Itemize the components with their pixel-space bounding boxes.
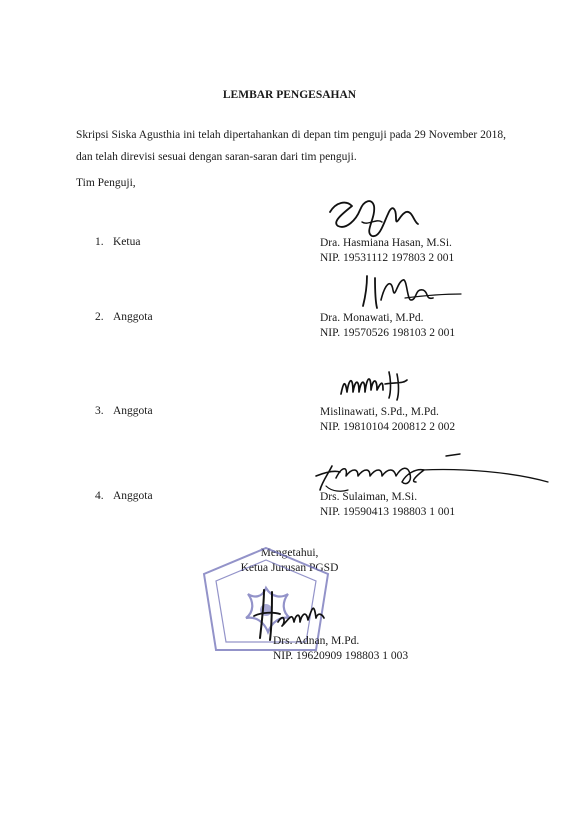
examiner-name: Dra. Hasmiana Hasan, M.Si.: [320, 237, 452, 249]
examiner-name: Drs. Sulaiman, M.Si.: [320, 491, 418, 503]
examiner-role: Ketua: [113, 236, 141, 248]
examiner-number: 1.: [95, 236, 104, 248]
examiner-role: Anggota: [113, 311, 153, 323]
approver-name: Drs. Adnan, M.Pd.: [273, 635, 360, 647]
examiner-signature-image: [355, 270, 465, 320]
examiner-name: Dra. Monawati, M.Pd.: [320, 312, 424, 324]
examiner-nip: NIP. 19570526 198103 2 001: [320, 327, 456, 339]
examiner-signature-image: [337, 366, 427, 406]
examiner-role: Anggota: [113, 405, 153, 417]
examiner-panel-label: Tim Penguji,: [76, 177, 136, 189]
acknowledged-label: Mengetahui,: [260, 547, 319, 559]
approval-statement: Skripsi Siska Agusthia ini telah dipertahankan di depan tim penguji pada 29 November 2018, dan telah direvisi sesuai dengan saran-saran dari tim penguji.: [76, 129, 506, 163]
approver-position: Ketua Jurusan PGSD: [240, 562, 339, 574]
examiner-nip: NIP. 19531112 197803 2 001: [320, 252, 455, 264]
examiner-nip: NIP. 19590413 198803 1 001: [320, 506, 456, 518]
examiner-number: 4.: [95, 490, 104, 502]
examiner-name: Mislinawati, S.Pd., M.Pd.: [320, 406, 439, 418]
examiner-signature-block: [320, 405, 455, 435]
approver-nip: NIP. 19620909 198803 1 003: [273, 650, 409, 662]
examiner-signature-image: [312, 452, 562, 512]
examiner-number: 2.: [95, 311, 104, 323]
approver-signature-block: [273, 634, 408, 664]
examiner-nip: NIP. 19810104 200812 2 002: [320, 421, 456, 433]
page-title: LEMBAR PENGESAHAN: [222, 89, 357, 101]
examiner-number: 3.: [95, 405, 104, 417]
examiner-role: Anggota: [113, 490, 153, 502]
examiner-signature-image: [322, 192, 432, 252]
